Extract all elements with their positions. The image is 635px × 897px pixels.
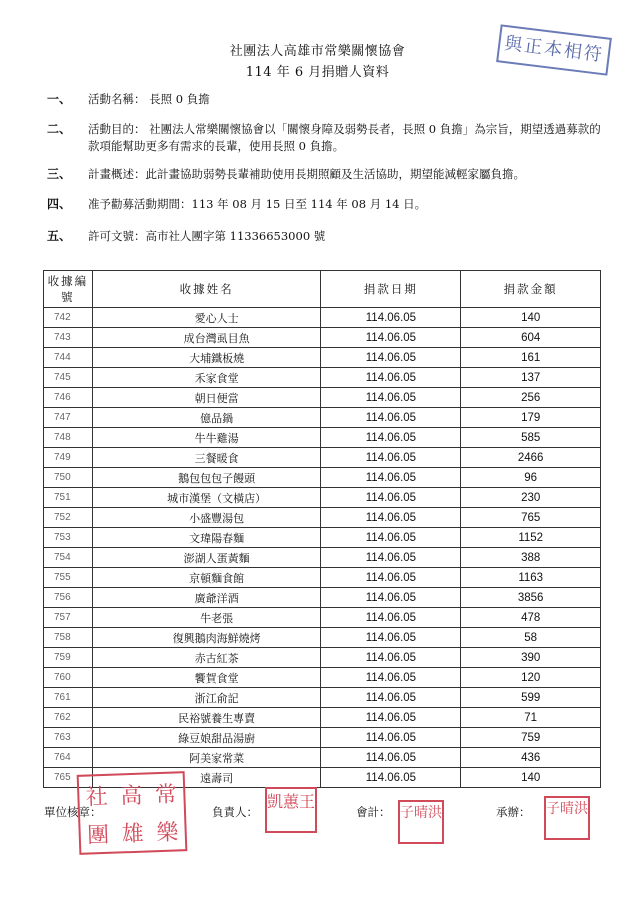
donor-name-cell: 愛心人士: [92, 308, 321, 328]
donation-amount-cell: 58: [461, 628, 601, 648]
donation-date-cell: 114.06.05: [321, 568, 461, 588]
donor-table: [43, 270, 601, 788]
donor-name-cell: 阿美家常菜: [92, 748, 321, 768]
item-text: 准予勸募活動期間：113 年 08 月 15 日至 114 年 08 月 14 日。: [88, 197, 427, 211]
donation-date-cell: 114.06.05: [321, 448, 461, 468]
table-row: [44, 468, 601, 488]
receipt-no-cell: 759: [44, 648, 93, 668]
donation-date-cell: 114.06.05: [321, 768, 461, 788]
certified-copy-stamp: 與正本相符: [496, 24, 612, 75]
table-row: [44, 448, 601, 468]
donor-name-cell: 牛老張: [92, 608, 321, 628]
donation-date-cell: 114.06.05: [321, 468, 461, 488]
donation-amount-cell: 137: [461, 368, 601, 388]
table-row: [44, 608, 601, 628]
table-row: [44, 428, 601, 448]
table-row: [44, 688, 601, 708]
donation-date-cell: 114.06.05: [321, 748, 461, 768]
handler-seal: 子晴洪: [544, 796, 590, 840]
receipt-no-cell: 747: [44, 408, 93, 428]
donor-name-cell: 廣爺洋酒: [92, 588, 321, 608]
item-number: 三、: [47, 167, 72, 181]
seal-char: 高: [119, 783, 143, 809]
donation-date-cell: 114.06.05: [321, 628, 461, 648]
receipt-no-cell: 752: [44, 508, 93, 528]
donor-name-cell: 大埔鐵板燒: [92, 348, 321, 368]
receipt-no-cell: 743: [44, 328, 93, 348]
receipt-no-cell: 745: [44, 368, 93, 388]
organization-seal: [77, 771, 188, 855]
donation-amount-cell: 179: [461, 408, 601, 428]
donation-amount-cell: 390: [461, 648, 601, 668]
seal-char: 樂: [155, 819, 179, 846]
donor-name-cell: 浙江俞記: [92, 688, 321, 708]
donation-date-cell: 114.06.05: [321, 488, 461, 508]
table-header-row: [44, 271, 601, 308]
table-row: [44, 588, 601, 608]
donation-amount-cell: 230: [461, 488, 601, 508]
table-row: [44, 548, 601, 568]
item-text: 活動名稱： 長照 0 負擔: [88, 92, 210, 106]
accountant-label: 會計：: [356, 805, 391, 819]
item-text: 活動目的： 社團法人常樂關懷協會以「關懷身障及弱勢長者，長照 0 負擔」為宗旨，期望透過募款的款項能幫助更多有需求的長輩，使用長照 0 負擔。: [88, 122, 601, 153]
donation-date-cell: 114.06.05: [321, 648, 461, 668]
donor-name-cell: 三餐暖食: [92, 448, 321, 468]
table-row: [44, 308, 601, 328]
donor-name-cell: 億品鍋: [92, 408, 321, 428]
donation-amount-cell: 1163: [461, 568, 601, 588]
donation-date-cell: 114.06.05: [321, 308, 461, 328]
document-title: 社團法人高雄市常樂關懷協會: [229, 44, 406, 59]
donation-date-cell: 114.06.05: [321, 588, 461, 608]
receipt-no-cell: 746: [44, 388, 93, 408]
receipt-no-cell: 761: [44, 688, 93, 708]
receipt-no-cell: 758: [44, 628, 93, 648]
receipt-no-cell: 751: [44, 488, 93, 508]
donation-amount-cell: 388: [461, 548, 601, 568]
receipt-no-cell: 764: [44, 748, 93, 768]
item-number: 四、: [47, 197, 72, 211]
item-number: 二、: [47, 122, 72, 136]
item-text: 許可文號：高市社人團字第 11336653000 號: [88, 229, 326, 243]
handler-label: 承辦：: [496, 805, 531, 819]
unit-seal-label: 單位核章：: [44, 805, 102, 819]
table-row: [44, 748, 601, 768]
donor-name-cell: 赤古紅茶: [92, 648, 321, 668]
donor-name-cell: 城市漢堡（文橫店）: [92, 488, 321, 508]
table-row: [44, 708, 601, 728]
receipt-no-cell: 765: [44, 768, 93, 788]
donation-amount-cell: 599: [461, 688, 601, 708]
receipt-no-cell: 750: [44, 468, 93, 488]
table-row: [44, 508, 601, 528]
receipt-no-cell: 762: [44, 708, 93, 728]
donation-date-cell: 114.06.05: [321, 408, 461, 428]
receipt-no-cell: 742: [44, 308, 93, 328]
receipt-no-cell: 753: [44, 528, 93, 548]
receipt-no-cell: 754: [44, 548, 93, 568]
table-row: [44, 628, 601, 648]
donor-name-cell: 成台灣虱目魚: [92, 328, 321, 348]
receipt-no-cell: 757: [44, 608, 93, 628]
seal-char: 雄: [121, 821, 145, 847]
donation-amount-cell: 71: [461, 708, 601, 728]
receipt-no-cell: 760: [44, 668, 93, 688]
head-seal: 凱蕙王: [265, 787, 317, 833]
donation-amount-cell: 96: [461, 468, 601, 488]
table-row: [44, 528, 601, 548]
donation-date-cell: 114.06.05: [321, 708, 461, 728]
donor-name-cell: 小盛豐湯包: [92, 508, 321, 528]
table-row: [44, 408, 601, 428]
donation-amount-cell: 140: [461, 768, 601, 788]
receipt-no-cell: 744: [44, 348, 93, 368]
donation-date-cell: 114.06.05: [321, 388, 461, 408]
donation-date-cell: 114.06.05: [321, 728, 461, 748]
donation-date-cell: 114.06.05: [321, 548, 461, 568]
table-row: [44, 648, 601, 668]
donor-name-cell: 民裕號養生專賣: [92, 708, 321, 728]
column-header-name: 收據姓名: [92, 271, 321, 308]
donation-date-cell: 114.06.05: [321, 348, 461, 368]
seal-char: 常: [154, 781, 178, 808]
donor-name-cell: 朝日便當: [92, 388, 321, 408]
receipt-no-cell: 763: [44, 728, 93, 748]
donation-date-cell: 114.06.05: [321, 668, 461, 688]
donation-amount-cell: 478: [461, 608, 601, 628]
donation-amount-cell: 140: [461, 308, 601, 328]
table-row: [44, 488, 601, 508]
donation-date-cell: 114.06.05: [321, 688, 461, 708]
donation-date-cell: 114.06.05: [321, 528, 461, 548]
table-row: [44, 388, 601, 408]
donor-name-cell: 遠壽司: [92, 768, 321, 788]
receipt-no-cell: 755: [44, 568, 93, 588]
donation-amount-cell: 765: [461, 508, 601, 528]
accountant-seal: 子晴洪: [398, 800, 444, 844]
donor-name-cell: 文瑋陽春麵: [92, 528, 321, 548]
donor-name-cell: 禾家食堂: [92, 368, 321, 388]
receipt-no-cell: 748: [44, 428, 93, 448]
seal-char: 團: [86, 822, 110, 849]
donation-date-cell: 114.06.05: [321, 608, 461, 628]
donation-amount-cell: 585: [461, 428, 601, 448]
donation-amount-cell: 2466: [461, 448, 601, 468]
item-number: 一、: [47, 92, 72, 106]
table-row: [44, 328, 601, 348]
column-header-amount: 捐款金額: [461, 271, 601, 308]
donor-name-cell: 綠豆娘甜品湯廚: [92, 728, 321, 748]
donation-amount-cell: 1152: [461, 528, 601, 548]
donation-amount-cell: 161: [461, 348, 601, 368]
donation-amount-cell: 759: [461, 728, 601, 748]
column-header-date: 捐款日期: [321, 271, 461, 308]
head-label: 負責人：: [212, 805, 258, 819]
donor-name-cell: 牛牛雞湯: [92, 428, 321, 448]
donor-name-cell: 復興鵝肉海鮮燒烤: [92, 628, 321, 648]
table-row: [44, 368, 601, 388]
donation-amount-cell: 436: [461, 748, 601, 768]
receipt-no-cell: 756: [44, 588, 93, 608]
donor-name-cell: 鵝包包包子饅頭: [92, 468, 321, 488]
donation-amount-cell: 604: [461, 328, 601, 348]
donation-amount-cell: 3856: [461, 588, 601, 608]
donation-amount-cell: 120: [461, 668, 601, 688]
table-row: [44, 348, 601, 368]
table-row: [44, 728, 601, 748]
item-text: 計畫概述：此計畫協助弱勢長輩補助使用長期照顧及生活協助，期望能減輕家屬負擔。: [88, 167, 525, 181]
table-row: [44, 568, 601, 588]
donor-name-cell: 饗賀食堂: [92, 668, 321, 688]
donation-date-cell: 114.06.05: [321, 428, 461, 448]
donation-date-cell: 114.06.05: [321, 328, 461, 348]
donation-date-cell: 114.06.05: [321, 368, 461, 388]
donor-name-cell: 京頓麵食館: [92, 568, 321, 588]
item-number: 五、: [47, 229, 72, 243]
donation-amount-cell: 256: [461, 388, 601, 408]
table-row: [44, 668, 601, 688]
seal-char: 社: [85, 784, 109, 811]
document-subtitle: 114 年 6 月捐贈人資料: [245, 65, 390, 80]
column-header-receipt-no: 收據編號: [44, 271, 93, 308]
donation-date-cell: 114.06.05: [321, 508, 461, 528]
donor-name-cell: 澎湖人蛋黃麵: [92, 548, 321, 568]
receipt-no-cell: 749: [44, 448, 93, 468]
